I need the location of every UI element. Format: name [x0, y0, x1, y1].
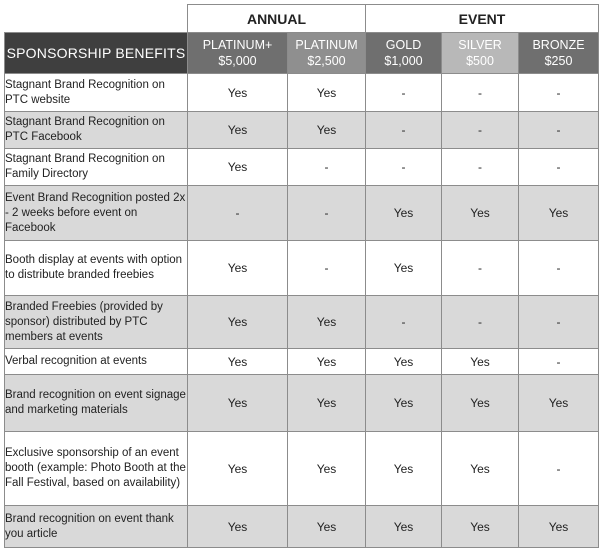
value-cell: Yes [188, 296, 288, 349]
benefit-cell: Stagnant Brand Recognition on Family Directory [5, 149, 188, 186]
value-cell: - [442, 112, 519, 149]
value-cell: - [442, 241, 519, 296]
value-cell: Yes [188, 241, 288, 296]
value-cell: - [288, 186, 366, 241]
benefit-cell: Exclusive sponsorship of an event booth (example: Photo Booth at the Fall Festival, based on availability) [5, 432, 188, 506]
tier-price: $1,000 [384, 54, 423, 68]
value-cell: Yes [188, 506, 288, 548]
value-cell: - [366, 112, 442, 149]
tier-price: $2,500 [307, 54, 346, 68]
value-cell: Yes [288, 112, 366, 149]
value-cell: - [519, 241, 599, 296]
tier-name: PLATINUM [295, 38, 358, 52]
value-cell: - [519, 349, 599, 375]
tier-name: PLATINUM+ [202, 38, 273, 52]
value-cell: - [519, 74, 599, 112]
value-cell: - [519, 149, 599, 186]
table-row [5, 186, 599, 241]
value-cell: Yes [188, 349, 288, 375]
table-body [5, 74, 599, 548]
value-cell: Yes [442, 375, 519, 432]
tier-platinum [288, 33, 366, 74]
benefit-cell: Booth display at events with option to distribute branded freebies [5, 241, 188, 296]
table-row [5, 241, 599, 296]
value-cell: Yes [288, 506, 366, 548]
value-cell: Yes [442, 432, 519, 506]
benefit-cell: Brand recognition on event thank you article [5, 506, 188, 548]
benefits-title: SPONSORSHIP BENEFITS [5, 33, 188, 74]
table-row [5, 506, 599, 548]
tier-name: GOLD [385, 38, 422, 52]
value-cell: Yes [519, 506, 599, 548]
value-cell: Yes [188, 375, 288, 432]
tier-name: BRONZE [532, 38, 585, 52]
value-cell: Yes [366, 375, 442, 432]
sponsorship-table [4, 4, 599, 548]
value-cell: Yes [442, 349, 519, 375]
value-cell: - [188, 186, 288, 241]
group-header-blank [5, 5, 188, 33]
tier-price: $500 [466, 54, 494, 68]
value-cell: - [366, 74, 442, 112]
benefit-cell: Branded Freebies (provided by sponsor) distributed by PTC members at events [5, 296, 188, 349]
value-cell: Yes [188, 432, 288, 506]
group-event: EVENT [366, 5, 599, 33]
table-row [5, 74, 599, 112]
value-cell: Yes [442, 506, 519, 548]
table-row [5, 375, 599, 432]
value-cell: Yes [366, 186, 442, 241]
value-cell: - [442, 296, 519, 349]
value-cell: - [442, 74, 519, 112]
tier-platinum-plus [188, 33, 288, 74]
value-cell: - [519, 432, 599, 506]
value-cell: Yes [188, 74, 288, 112]
value-cell: - [519, 296, 599, 349]
value-cell: Yes [366, 241, 442, 296]
benefit-cell: Stagnant Brand Recognition on PTC Facebook [5, 112, 188, 149]
value-cell: Yes [366, 432, 442, 506]
benefit-cell: Verbal recognition at events [5, 349, 188, 375]
value-cell: Yes [288, 349, 366, 375]
tier-price: $5,000 [218, 54, 257, 68]
value-cell: - [519, 112, 599, 149]
value-cell: Yes [366, 349, 442, 375]
value-cell: Yes [288, 296, 366, 349]
tier-price: $250 [544, 54, 573, 68]
benefit-cell: Brand recognition on event signage and marketing materials [5, 375, 188, 432]
benefit-cell: Event Brand Recognition posted 2x - 2 weeks before event on Facebook [5, 186, 188, 241]
table-row [5, 112, 599, 149]
value-cell: Yes [188, 112, 288, 149]
tier-silver [442, 33, 519, 74]
tier-gold [366, 33, 442, 74]
value-cell: Yes [519, 186, 599, 241]
table-row [5, 349, 599, 375]
group-header-row [5, 5, 599, 33]
table-row [5, 432, 599, 506]
table-head [5, 5, 599, 74]
tier-bronze [519, 33, 599, 74]
tier-name: SILVER [458, 38, 502, 52]
tier-header-row [5, 33, 599, 74]
value-cell: - [288, 241, 366, 296]
value-cell: Yes [442, 186, 519, 241]
value-cell: Yes [288, 375, 366, 432]
value-cell: - [442, 149, 519, 186]
value-cell: Yes [288, 432, 366, 506]
table-row [5, 296, 599, 349]
value-cell: - [366, 149, 442, 186]
value-cell: Yes [288, 74, 366, 112]
value-cell: Yes [366, 506, 442, 548]
value-cell: Yes [188, 149, 288, 186]
value-cell: - [366, 296, 442, 349]
value-cell: - [288, 149, 366, 186]
value-cell: Yes [519, 375, 599, 432]
group-annual: ANNUAL [188, 5, 366, 33]
benefit-cell: Stagnant Brand Recognition on PTC website [5, 74, 188, 112]
table-row [5, 149, 599, 186]
